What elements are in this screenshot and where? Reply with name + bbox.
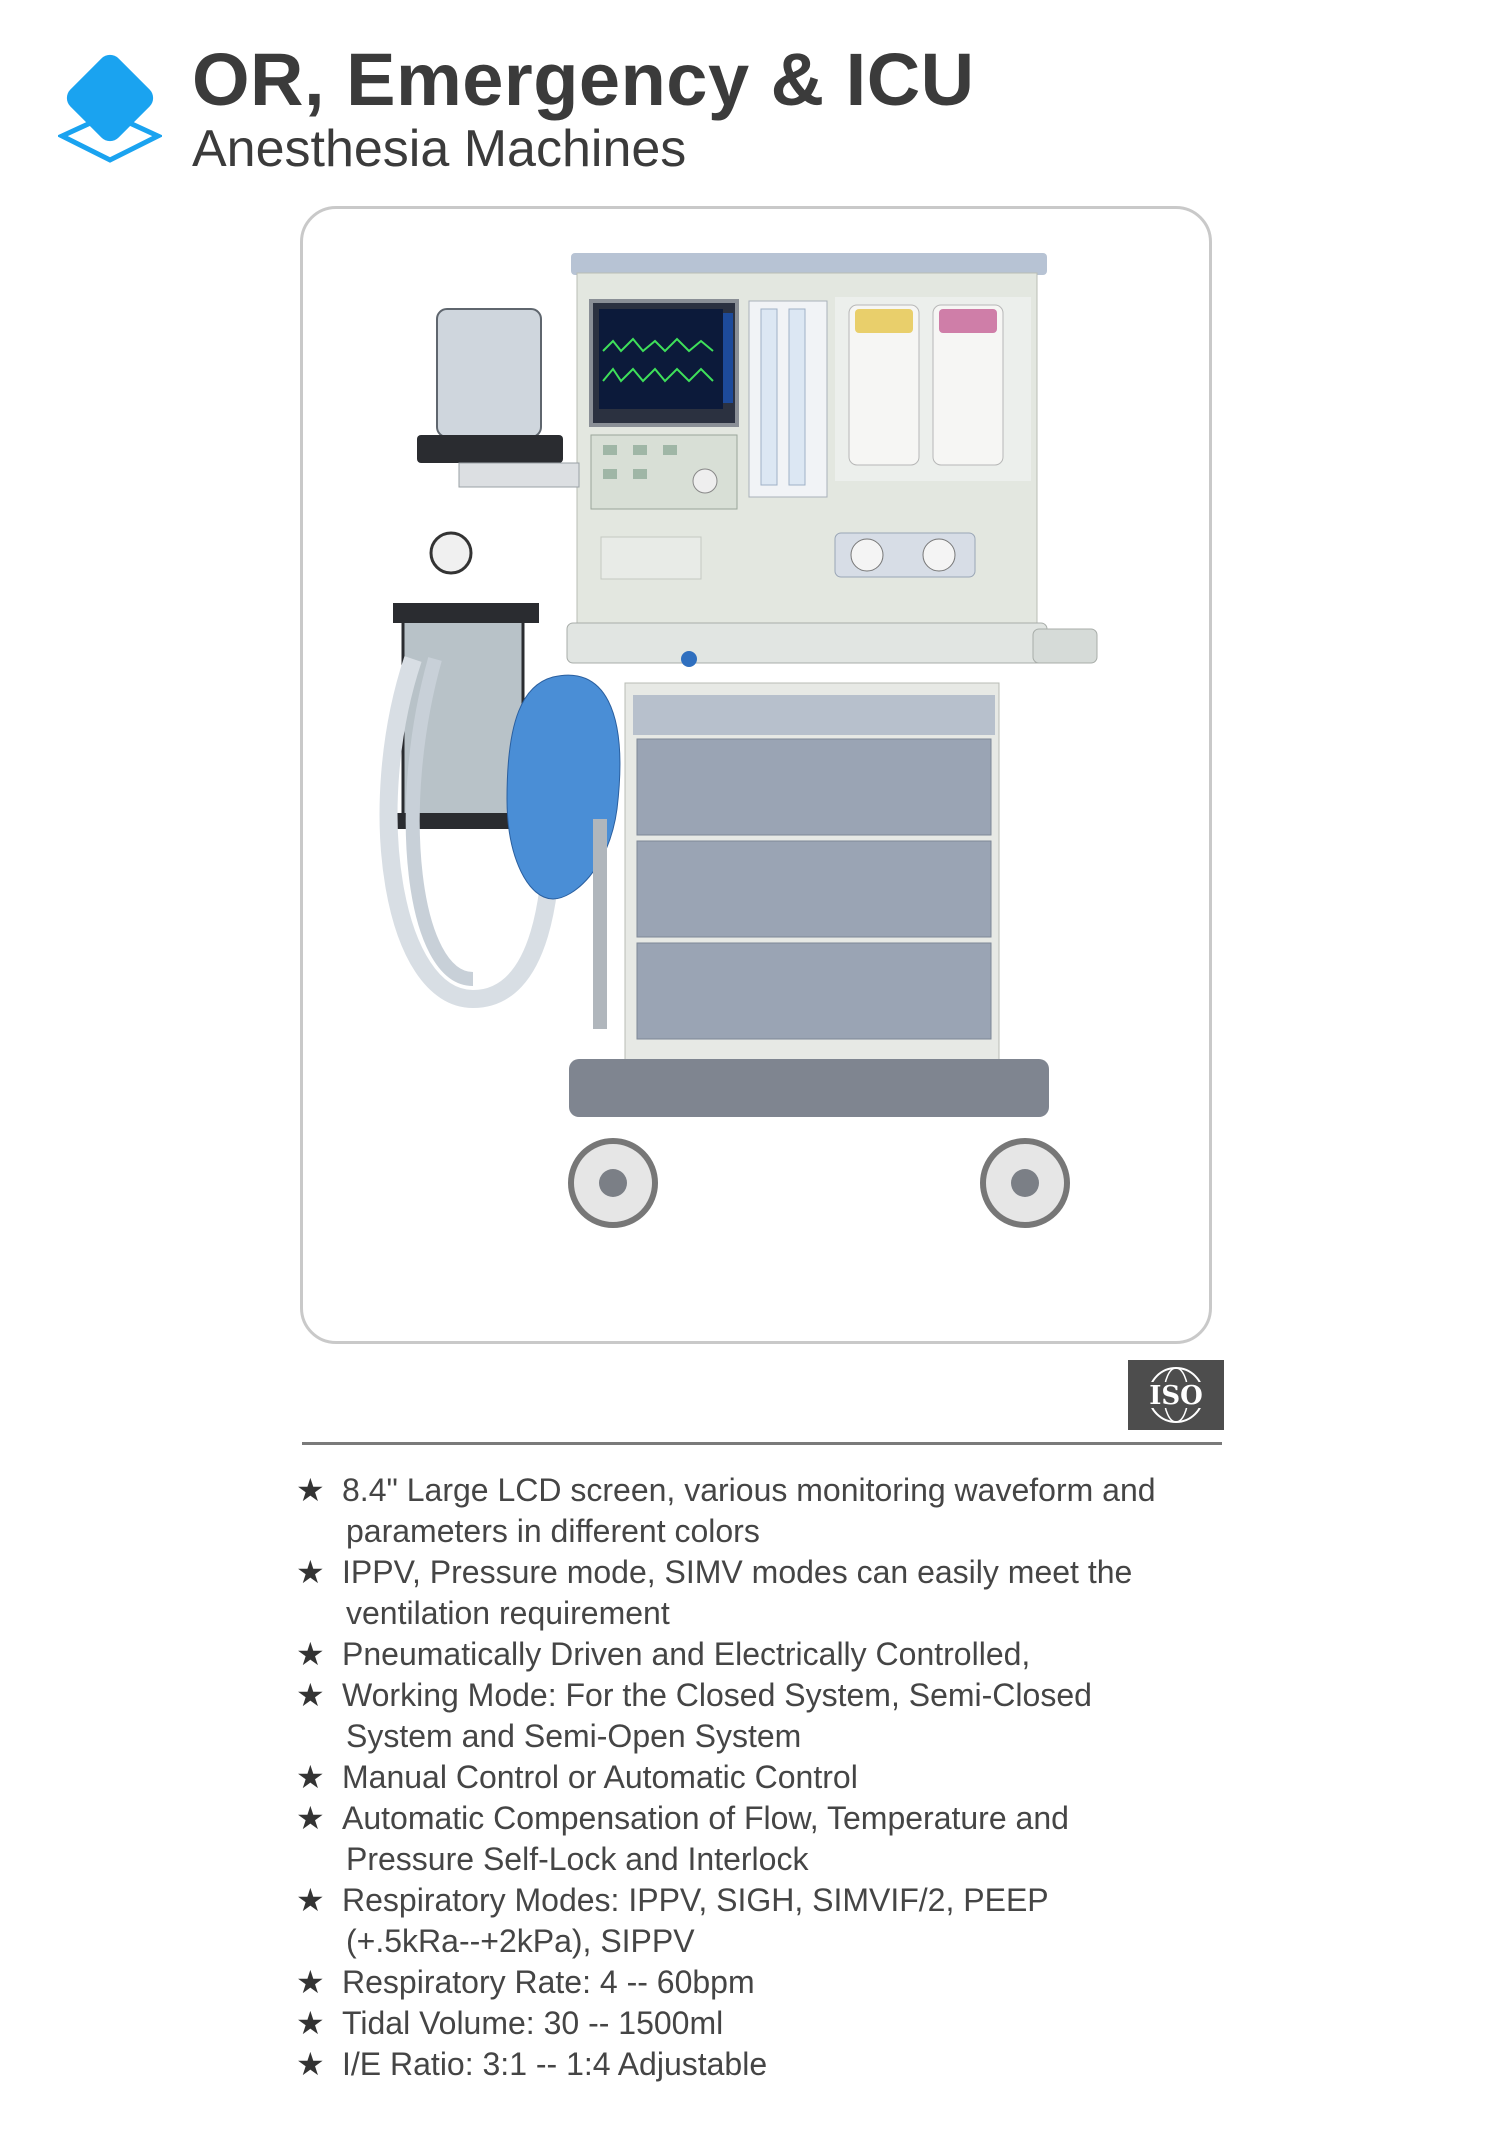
star-icon: ★ [296, 1881, 325, 1919]
feature-text-continued: (+.5kRa--+2kPa), SIPPV [346, 1923, 695, 1959]
feature-text: Working Mode: For the Closed System, Semi-Closed [342, 1677, 1092, 1713]
feature-item [296, 2044, 1236, 2085]
feature-text-continued: ventilation requirement [346, 1595, 670, 1631]
iso-certification-badge [1128, 1360, 1224, 1430]
feature-list [296, 1470, 1236, 2085]
blue-diamond-icon [58, 52, 162, 164]
feature-item [296, 1552, 1236, 1634]
feature-item [296, 1634, 1236, 1675]
page-title: OR, Emergency & ICU [192, 38, 975, 121]
anesthesia-machine-image [303, 209, 1209, 1341]
feature-text-continued: parameters in different colors [346, 1513, 760, 1549]
star-icon: ★ [296, 1471, 325, 1509]
section-divider [302, 1442, 1222, 1445]
feature-text: I/E Ratio: 3:1 -- 1:4 Adjustable [342, 2046, 768, 2082]
star-icon: ★ [296, 2045, 325, 2083]
star-icon: ★ [296, 1963, 325, 2001]
feature-item [296, 1757, 1236, 1798]
star-icon: ★ [296, 1635, 325, 1673]
star-icon: ★ [296, 1758, 325, 1796]
page-subtitle: Anesthesia Machines [192, 120, 687, 178]
product-photo-frame [300, 206, 1212, 1344]
feature-text: Respiratory Modes: IPPV, SIGH, SIMVIF/2, PEEP [342, 1882, 1049, 1918]
feature-text: Respiratory Rate: 4 -- 60bpm [342, 1964, 755, 2000]
feature-text: 8.4" Large LCD screen, various monitoring waveform and [342, 1472, 1156, 1508]
feature-item [296, 1798, 1236, 1880]
star-icon: ★ [296, 1553, 325, 1591]
feature-text-continued: Pressure Self-Lock and Interlock [346, 1841, 809, 1877]
feature-item [296, 2003, 1236, 2044]
feature-item [296, 1962, 1236, 2003]
iso-badge-label: ISO [1149, 1381, 1203, 1411]
star-icon: ★ [296, 2004, 325, 2042]
feature-text: IPPV, Pressure mode, SIMV modes can easily meet the [342, 1554, 1133, 1590]
feature-text: Automatic Compensation of Flow, Temperature and [342, 1800, 1069, 1836]
star-icon: ★ [296, 1799, 325, 1837]
feature-text: Pneumatically Driven and Electrically Controlled, [342, 1636, 1031, 1672]
feature-item [296, 1880, 1236, 1962]
star-icon: ★ [296, 1676, 325, 1714]
feature-item [296, 1675, 1236, 1757]
feature-text: Tidal Volume: 30 -- 1500ml [342, 2005, 724, 2041]
feature-text-continued: System and Semi-Open System [346, 1718, 802, 1754]
feature-text: Manual Control or Automatic Control [342, 1759, 858, 1795]
feature-item [296, 1470, 1236, 1552]
